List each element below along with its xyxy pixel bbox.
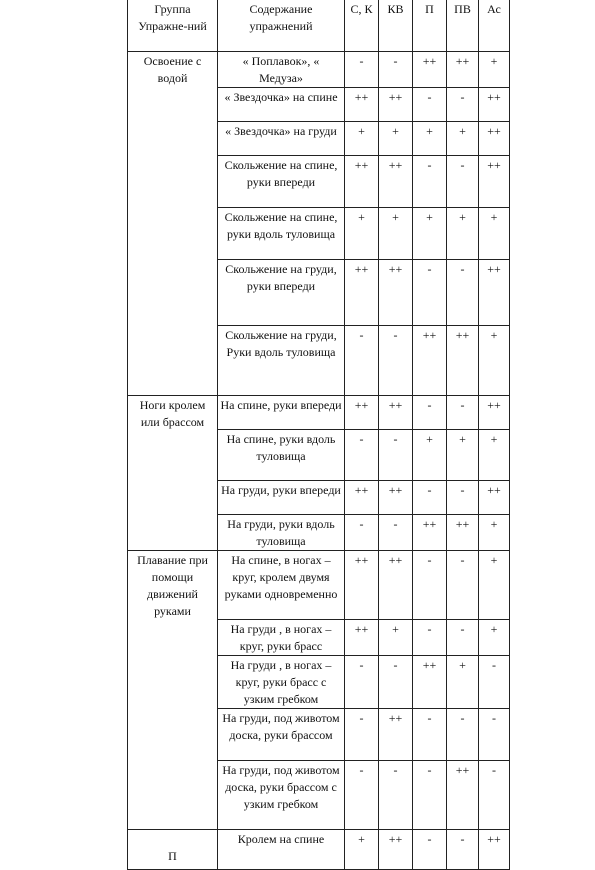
mark-kv: +: [379, 122, 413, 156]
mark-p: ++: [413, 656, 447, 709]
mark-as: ++: [479, 396, 510, 430]
exercise-content: « Звездочка» на спине: [218, 88, 345, 122]
mark-as: +: [479, 430, 510, 481]
mark-sk: -: [345, 430, 379, 481]
mark-kv: ++: [379, 551, 413, 620]
exercise-content: Скольжение на груди, руки впереди: [218, 260, 345, 326]
mark-as: ++: [479, 830, 510, 870]
mark-pv: +: [447, 656, 479, 709]
mark-sk: -: [345, 515, 379, 551]
mark-kv: +: [379, 620, 413, 656]
mark-p: +: [413, 122, 447, 156]
mark-kv: -: [379, 326, 413, 396]
mark-p: -: [413, 830, 447, 870]
mark-sk: ++: [345, 396, 379, 430]
mark-pv: +: [447, 430, 479, 481]
mark-kv: -: [379, 656, 413, 709]
mark-pv: -: [447, 156, 479, 208]
exercise-content: Скольжение на груди, Руки вдоль туловища: [218, 326, 345, 396]
exercise-table: [127, 0, 510, 870]
exercise-content: « Звездочка» на груди: [218, 122, 345, 156]
mark-kv: +: [379, 208, 413, 260]
mark-sk: -: [345, 52, 379, 88]
mark-kv: ++: [379, 709, 413, 761]
exercise-content: Кролем на спине: [218, 830, 345, 870]
mark-pv: -: [447, 396, 479, 430]
exercise-content: На спине, руки впереди: [218, 396, 345, 430]
mark-as: -: [479, 656, 510, 709]
mark-sk: ++: [345, 88, 379, 122]
mark-as: -: [479, 761, 510, 830]
mark-p: +: [413, 208, 447, 260]
mark-sk: ++: [345, 156, 379, 208]
mark-p: -: [413, 260, 447, 326]
exercise-content: Скольжение на спине, руки вдоль туловища: [218, 208, 345, 260]
mark-p: -: [413, 88, 447, 122]
mark-p: +: [413, 430, 447, 481]
mark-kv: -: [379, 515, 413, 551]
header-col-kv: КВ: [379, 0, 413, 52]
mark-p: -: [413, 156, 447, 208]
header-col-pv: ПВ: [447, 0, 479, 52]
group-name: П: [128, 830, 218, 870]
mark-p: -: [413, 481, 447, 515]
mark-pv: -: [447, 481, 479, 515]
mark-as: ++: [479, 260, 510, 326]
mark-sk: +: [345, 208, 379, 260]
exercise-content: На груди, руки впереди: [218, 481, 345, 515]
mark-p: -: [413, 620, 447, 656]
header-group: Группа Упражне-ний: [128, 0, 218, 52]
mark-pv: ++: [447, 515, 479, 551]
mark-pv: -: [447, 709, 479, 761]
mark-kv: ++: [379, 481, 413, 515]
exercise-content: На спине, в ногах – круг, кролем двумя руками одновременно: [218, 551, 345, 620]
mark-as: +: [479, 515, 510, 551]
mark-as: +: [479, 326, 510, 396]
mark-sk: +: [345, 122, 379, 156]
mark-kv: ++: [379, 88, 413, 122]
mark-sk: ++: [345, 481, 379, 515]
mark-sk: +: [345, 830, 379, 870]
group-name: Освоение с водой: [128, 52, 218, 396]
mark-pv: +: [447, 122, 479, 156]
mark-p: -: [413, 709, 447, 761]
mark-as: ++: [479, 88, 510, 122]
exercise-content: На спине, руки вдоль туловища: [218, 430, 345, 481]
mark-pv: -: [447, 620, 479, 656]
mark-pv: ++: [447, 326, 479, 396]
table-row: [128, 830, 510, 870]
mark-sk: ++: [345, 260, 379, 326]
mark-as: +: [479, 52, 510, 88]
exercise-content: На груди , в ногах –круг, руки брасс с узким гребком: [218, 656, 345, 709]
mark-sk: -: [345, 709, 379, 761]
mark-pv: -: [447, 88, 479, 122]
mark-p: -: [413, 396, 447, 430]
group-name: Ноги кролем или брассом: [128, 396, 218, 551]
mark-p: -: [413, 551, 447, 620]
mark-pv: ++: [447, 52, 479, 88]
exercise-content: На груди, руки вдоль туловища: [218, 515, 345, 551]
mark-as: -: [479, 709, 510, 761]
mark-pv: -: [447, 260, 479, 326]
exercise-content: На груди , в ногах –круг, руки брасс: [218, 620, 345, 656]
mark-kv: ++: [379, 396, 413, 430]
mark-kv: -: [379, 761, 413, 830]
header-content: Содержание упражнений: [218, 0, 345, 52]
mark-kv: -: [379, 52, 413, 88]
mark-kv: ++: [379, 830, 413, 870]
table-row: [128, 396, 510, 430]
mark-as: ++: [479, 156, 510, 208]
header-col-as: Ас: [479, 0, 510, 52]
exercise-content: На груди, под животом доска, руки брассом с узким гребком: [218, 761, 345, 830]
group-name: Плавание при помощи движений руками: [128, 551, 218, 830]
mark-p: ++: [413, 515, 447, 551]
mark-pv: ++: [447, 761, 479, 830]
mark-as: +: [479, 208, 510, 260]
mark-as: +: [479, 551, 510, 620]
mark-sk: -: [345, 656, 379, 709]
mark-sk: -: [345, 761, 379, 830]
mark-p: -: [413, 761, 447, 830]
mark-kv: -: [379, 430, 413, 481]
mark-pv: -: [447, 551, 479, 620]
mark-as: ++: [479, 122, 510, 156]
table-row: [128, 551, 510, 620]
header-row: [128, 0, 510, 52]
mark-as: +: [479, 620, 510, 656]
exercise-content: На груди, под животом доска, руки брассом: [218, 709, 345, 761]
mark-sk: ++: [345, 551, 379, 620]
mark-p: ++: [413, 52, 447, 88]
mark-kv: ++: [379, 260, 413, 326]
exercise-content: « Поплавок», « Медуза»: [218, 52, 345, 88]
mark-kv: ++: [379, 156, 413, 208]
header-col-sk: С, К: [345, 0, 379, 52]
mark-sk: ++: [345, 620, 379, 656]
mark-as: ++: [479, 481, 510, 515]
mark-pv: +: [447, 208, 479, 260]
header-col-p: П: [413, 0, 447, 52]
mark-pv: -: [447, 830, 479, 870]
mark-sk: -: [345, 326, 379, 396]
mark-p: ++: [413, 326, 447, 396]
table-row: [128, 52, 510, 88]
exercise-content: Скольжение на спине, руки впереди: [218, 156, 345, 208]
